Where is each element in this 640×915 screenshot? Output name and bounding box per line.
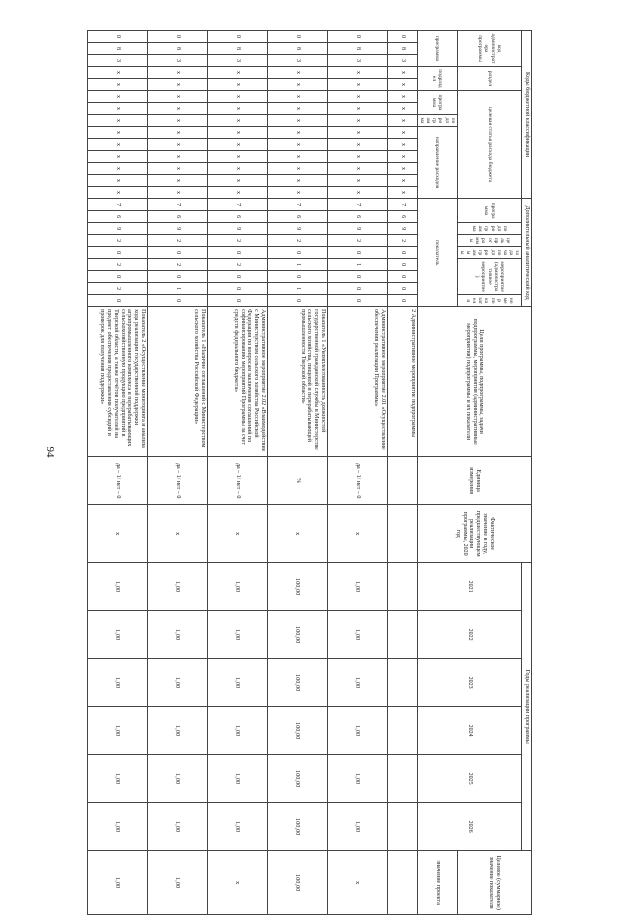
budget-code-digit: x [387, 91, 417, 103]
additional-code-digit: 0 [267, 295, 327, 307]
budget-code-digit: x [387, 127, 417, 139]
additional-code-digit: 2 [87, 259, 147, 271]
goal-text: Показатель 1 «Наличие соглашений с Министерством сельского хозяйства Российской Федерации» [147, 307, 207, 457]
additional-code-digit: 2 [87, 235, 147, 247]
additional-code-digit: 7 [267, 199, 327, 211]
target-value-cell [387, 851, 417, 915]
additional-code-digit: 1 [327, 259, 387, 271]
program-indicators-table [87, 30, 532, 915]
actual-value-cell [387, 505, 417, 563]
budget-code-digit: 8 [207, 43, 267, 55]
budget-code-digit: x [207, 187, 267, 199]
budget-code-digit: x [327, 139, 387, 151]
year-value-cell: 1,00 [147, 659, 207, 707]
year-value-cell: 1,00 [327, 707, 387, 755]
additional-code-digit: 0 [327, 283, 387, 295]
budget-code-digit: x [147, 115, 207, 127]
additional-code-digit: 0 [387, 259, 417, 271]
year-header-3: 2024 [417, 707, 522, 755]
unit-cell: % [267, 457, 327, 505]
year-value-cell [387, 611, 417, 659]
budget-code-digit: 3 [387, 55, 417, 67]
additional-code-digit: 2 [267, 235, 327, 247]
year-value-cell: 100,00 [267, 803, 327, 851]
budget-code-digit: x [147, 139, 207, 151]
unit-cell [387, 457, 417, 505]
table-row [87, 31, 147, 915]
table-row [267, 31, 327, 915]
goal-text: Показатель 1 «Укомплектованность должностей государственной гражданской службы в Министерстве сельского хозяйства, пищевой и перерабатывающей промышленности Тверской области» [267, 307, 327, 457]
budget-code-digit: x [327, 187, 387, 199]
header-admin-code: код администратора программы [457, 31, 522, 67]
additional-code-digit: 2 [327, 235, 387, 247]
year-value-cell: 100,00 [267, 755, 327, 803]
additional-code-digit: 0 [87, 271, 147, 283]
budget-code-digit: 3 [147, 55, 207, 67]
additional-code-digit: 9 [207, 223, 267, 235]
year-value-cell: 100,00 [267, 707, 327, 755]
header-additional-code: Дополнительный аналитический код [522, 199, 532, 307]
additional-code-digit: 6 [267, 211, 327, 223]
year-value-cell: 100,00 [267, 563, 327, 611]
budget-code-digit: x [87, 91, 147, 103]
year-value-cell: 1,00 [87, 659, 147, 707]
budget-code-digit: x [267, 187, 327, 199]
year-value-cell: 1,00 [147, 755, 207, 803]
budget-table-sheet [99, 30, 532, 910]
target-value-cell: 100,00 [267, 851, 327, 915]
additional-code-digit: 0 [267, 271, 327, 283]
goal-text: Административное мероприятие 2.01 «Осуществление обеспечения реализации Программы» [327, 307, 387, 457]
budget-code-digit: x [207, 91, 267, 103]
unit-cell: да – 1/ нет – 0 [327, 457, 387, 505]
rotated-page [99, 30, 532, 910]
year-value-cell: 1,00 [87, 803, 147, 851]
budget-code-digit: x [87, 115, 147, 127]
additional-code-digit: 7 [87, 199, 147, 211]
actual-value-cell: х [327, 505, 387, 563]
budget-code-digit: x [327, 163, 387, 175]
year-value-cell: 100,00 [267, 659, 327, 707]
budget-code-digit: x [207, 151, 267, 163]
additional-code-digit: 9 [327, 223, 387, 235]
additional-code-digit: 0 [327, 295, 387, 307]
target-value-cell: 1,00 [87, 851, 147, 915]
budget-code-digit: x [327, 175, 387, 187]
additional-code-digit: 0 [327, 247, 387, 259]
actual-value-cell: х [87, 505, 147, 563]
year-value-cell: 1,00 [207, 659, 267, 707]
budget-code-digit: 0 [387, 31, 417, 43]
header-program: программа [417, 31, 457, 67]
budget-code-digit: x [387, 163, 417, 175]
unit-cell: да – 1/ нет – 0 [207, 457, 267, 505]
budget-code-digit: x [327, 127, 387, 139]
budget-code-digit: 8 [267, 43, 327, 55]
budget-code-digit: x [207, 67, 267, 79]
budget-code-digit: x [267, 139, 327, 151]
additional-code-digit: 7 [387, 199, 417, 211]
budget-code-digit: x [267, 127, 327, 139]
budget-code-digit: x [87, 175, 147, 187]
budget-code-digit: x [327, 79, 387, 91]
budget-code-digit: x [327, 115, 387, 127]
additional-code-digit: 2 [147, 259, 207, 271]
additional-code-digit: 0 [147, 295, 207, 307]
year-header-1: 2022 [417, 611, 522, 659]
additional-code-digit: 6 [147, 211, 207, 223]
budget-code-digit: 8 [87, 43, 147, 55]
target-value-cell: х [327, 851, 387, 915]
budget-code-digit: x [267, 67, 327, 79]
year-value-cell: 1,00 [327, 659, 387, 707]
additional-code-digit: 0 [387, 295, 417, 307]
year-value-cell: 1,00 [147, 707, 207, 755]
header-target-year: значение проекта [417, 851, 457, 915]
year-value-cell [387, 755, 417, 803]
budget-code-digit: x [147, 175, 207, 187]
header-add-subprogram: подпрограмма [457, 223, 522, 235]
additional-code-digit: 9 [267, 223, 327, 235]
additional-code-digit: 0 [387, 283, 417, 295]
additional-code-digit: 9 [87, 223, 147, 235]
additional-code-digit: 0 [387, 247, 417, 259]
year-value-cell: 1,00 [207, 707, 267, 755]
additional-code-digit: 1 [147, 283, 207, 295]
additional-code-digit: 2 [207, 235, 267, 247]
target-value-cell: х [207, 851, 267, 915]
budget-code-digit: x [387, 103, 417, 115]
budget-code-digit: x [207, 103, 267, 115]
budget-code-digit: 8 [387, 43, 417, 55]
actual-value-cell: х [267, 505, 327, 563]
unit-cell: да – 1/ нет – 0 [147, 457, 207, 505]
budget-code-digit: x [87, 79, 147, 91]
table-body [87, 31, 417, 915]
budget-code-digit: x [147, 79, 207, 91]
header-add-number: номер показателя [457, 295, 522, 307]
additional-code-digit: 0 [207, 295, 267, 307]
year-value-cell: 1,00 [207, 803, 267, 851]
additional-code-digit: 7 [327, 199, 387, 211]
target-value-cell: 1,00 [147, 851, 207, 915]
additional-code-digit: 0 [87, 247, 147, 259]
budget-code-digit: 0 [87, 31, 147, 43]
budget-code-digit: 3 [327, 55, 387, 67]
header-actual-value: Фактическое значение в году, предшествующем реализации программы, 2020 год [417, 505, 531, 563]
budget-code-digit: x [147, 187, 207, 199]
budget-code-digit: x [387, 187, 417, 199]
budget-code-digit: x [87, 151, 147, 163]
header-goals: Цели программы, подпрограммы, задачи подпрограммы, мероприятия (административные мероприятия) подпрограммы и их показатели [417, 307, 531, 457]
header-subsection: подраздел [417, 67, 457, 91]
actual-value-cell: х [207, 505, 267, 563]
year-value-cell: 100,00 [267, 611, 327, 659]
budget-code-digit: x [387, 115, 417, 127]
year-value-cell: 1,00 [87, 563, 147, 611]
additional-code-digit: 0 [87, 295, 147, 307]
header-add-program: программа [457, 199, 522, 223]
year-value-cell: 1,00 [87, 755, 147, 803]
budget-code-digit: x [147, 67, 207, 79]
budget-code-digit: x [207, 139, 267, 151]
budget-code-digit: x [387, 139, 417, 151]
header-unit: Единица измерения [417, 457, 531, 505]
additional-code-digit: 2 [87, 283, 147, 295]
table-row [327, 31, 387, 915]
budget-code-digit: x [147, 103, 207, 115]
budget-code-digit: x [267, 163, 327, 175]
additional-code-digit: 6 [87, 211, 147, 223]
page-number: 94 [44, 446, 56, 458]
budget-code-digit: x [267, 103, 327, 115]
budget-code-digit: x [267, 91, 327, 103]
header-add-event: мероприятие (административное мероприятие) [457, 259, 522, 295]
budget-code-digit: x [327, 91, 387, 103]
budget-code-digit: x [327, 151, 387, 163]
additional-code-digit: 9 [147, 223, 207, 235]
additional-code-digit: 2 [147, 235, 207, 247]
year-value-cell: 1,00 [207, 611, 267, 659]
year-value-cell [387, 659, 417, 707]
year-header-2: 2023 [417, 659, 522, 707]
actual-value-cell: х [147, 505, 207, 563]
budget-code-digit: x [207, 175, 267, 187]
year-value-cell: 1,00 [327, 563, 387, 611]
header-budget-codes: Коды бюджетной классификации [522, 31, 532, 199]
year-value-cell [387, 707, 417, 755]
budget-code-digit: 8 [147, 43, 207, 55]
year-header-0: 2021 [417, 563, 522, 611]
budget-code-digit: 3 [87, 55, 147, 67]
year-value-cell: 1,00 [207, 755, 267, 803]
year-value-cell: 1,00 [327, 755, 387, 803]
budget-code-digit: x [267, 151, 327, 163]
budget-code-digit: x [387, 67, 417, 79]
year-value-cell [387, 803, 417, 851]
year-value-cell: 1,00 [147, 803, 207, 851]
additional-code-digit: 6 [327, 211, 387, 223]
budget-code-digit: x [207, 79, 267, 91]
goal-text: Показатель 2 «Осуществление мониторинга и анализа хода реализации государственной поддержки агропромышленного комплекса и перерабатывающих сельскохозяйственную продукцию предприятий в Тверской области, а также отчётов получателей на предмет обеспечения предоставления субсидий и проверок для получения поддержки» [87, 307, 147, 457]
year-value-cell: 1,00 [327, 803, 387, 851]
budget-code-digit: x [267, 79, 327, 91]
additional-code-digit: 6 [207, 211, 267, 223]
budget-code-digit: x [147, 163, 207, 175]
budget-code-digit: x [387, 151, 417, 163]
budget-code-digit: x [387, 175, 417, 187]
year-value-cell: 1,00 [327, 611, 387, 659]
additional-code-digit: 0 [207, 271, 267, 283]
table-row [207, 31, 267, 915]
year-header-4: 2025 [417, 755, 522, 803]
budget-code-digit: x [87, 139, 147, 151]
budget-code-digit: x [267, 115, 327, 127]
additional-code-digit: 0 [207, 247, 267, 259]
table-row [147, 31, 207, 915]
budget-code-digit: x [87, 103, 147, 115]
budget-code-digit: x [327, 103, 387, 115]
additional-code-digit: 0 [207, 283, 267, 295]
budget-code-digit: 0 [267, 31, 327, 43]
budget-code-digit: x [207, 163, 267, 175]
additional-code-digit: 9 [387, 223, 417, 235]
header-add-indicator: показатель [417, 199, 457, 307]
header-budget-sub: целевая статья расхода бюджета [457, 91, 522, 199]
budget-code-digit: 0 [327, 31, 387, 43]
budget-code-digit: 0 [207, 31, 267, 43]
budget-code-digit: x [147, 127, 207, 139]
additional-code-digit: 1 [267, 259, 327, 271]
budget-code-digit: x [267, 175, 327, 187]
additional-code-digit: 2 [207, 259, 267, 271]
budget-code-digit: x [87, 187, 147, 199]
year-value-cell: 1,00 [147, 563, 207, 611]
additional-code-digit: 2 [387, 235, 417, 247]
budget-code-digit: x [207, 127, 267, 139]
budget-code-digit: x [87, 127, 147, 139]
additional-code-digit: 1 [267, 283, 327, 295]
header-add-goal: цель программы [457, 235, 522, 247]
header-section: раздел [457, 67, 522, 91]
year-value-cell: 1,00 [147, 611, 207, 659]
table-row [387, 31, 417, 915]
header-direction-expenses: направление расходов [417, 127, 457, 199]
budget-code-digit: 3 [207, 55, 267, 67]
year-header-5: 2026 [417, 803, 522, 851]
additional-code-digit: 0 [327, 271, 387, 283]
additional-code-digit: 6 [387, 211, 417, 223]
header-program-code: программа [417, 91, 457, 115]
budget-code-digit: 3 [267, 55, 327, 67]
year-value-cell: 1,00 [87, 707, 147, 755]
additional-code-digit: 0 [147, 247, 207, 259]
additional-code-digit: 0 [267, 247, 327, 259]
budget-code-digit: 0 [147, 31, 207, 43]
unit-cell: да – 1/ нет – 0 [87, 457, 147, 505]
additional-code-digit: 7 [207, 199, 267, 211]
year-value-cell: 1,00 [207, 563, 267, 611]
header-years: Годы реализации программы [522, 563, 532, 851]
budget-code-digit: x [147, 91, 207, 103]
budget-code-digit: x [87, 67, 147, 79]
goal-text: Административное мероприятие 2.02 «Взаимодействие с Министерством сельского хозяйства Российской Федерации по вопросам заключения соглашений по софинансированию мероприятий Программы за счет средств федерального бюджета» [207, 307, 267, 457]
additional-code-digit: 7 [147, 199, 207, 211]
goal-text: 2 Административное мероприятие подпрограммы [387, 307, 417, 457]
additional-code-digit: 0 [387, 271, 417, 283]
year-value-cell [387, 563, 417, 611]
budget-code-digit: x [147, 151, 207, 163]
budget-code-digit: x [387, 79, 417, 91]
budget-code-digit: x [207, 115, 267, 127]
header-subprogram-code: подпрограмма [417, 115, 457, 127]
year-value-cell: 1,00 [87, 611, 147, 659]
header-add-task: задача подпрограммы [457, 247, 522, 259]
additional-code-digit: 0 [147, 271, 207, 283]
budget-code-digit: x [87, 163, 147, 175]
budget-code-digit: x [327, 67, 387, 79]
header-target: Целевое (суммарное) значение показателя [457, 851, 531, 915]
budget-code-digit: 8 [327, 43, 387, 55]
